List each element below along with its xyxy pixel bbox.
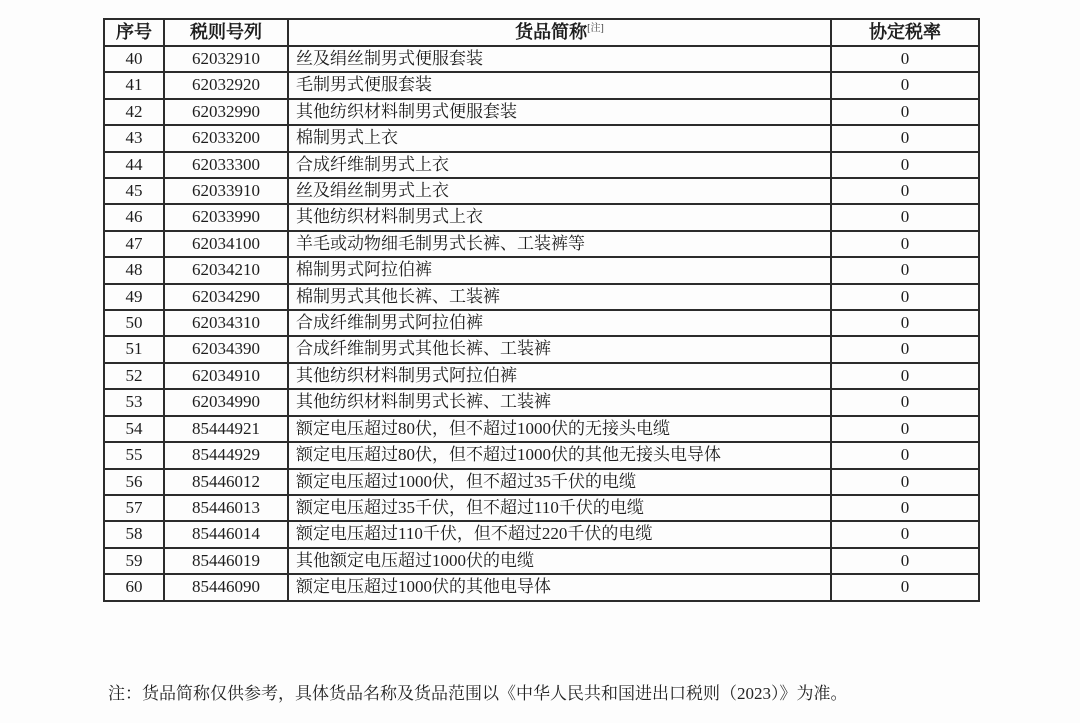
- table-row: [104, 521, 979, 547]
- table-row: [104, 574, 979, 600]
- cell-tariff-code: 62033200: [164, 125, 288, 151]
- table-row: [104, 152, 979, 178]
- cell-serial: 55: [104, 442, 164, 468]
- table-row: [104, 548, 979, 574]
- table-row: [104, 46, 979, 72]
- cell-goods-name: 羊毛或动物细毛制男式长裤、工装裤等: [288, 231, 831, 257]
- cell-goods-name: 额定电压超过35千伏，但不超过110千伏的电缆: [288, 495, 831, 521]
- table-row: [104, 178, 979, 204]
- cell-goods-name: 合成纤维制男式上衣: [288, 152, 831, 178]
- cell-agreement-rate: 0: [831, 548, 979, 574]
- cell-tariff-code: 62032990: [164, 99, 288, 125]
- cell-serial: 54: [104, 416, 164, 442]
- cell-tariff-code: 85444929: [164, 442, 288, 468]
- cell-tariff-code: 85446012: [164, 469, 288, 495]
- cell-serial: 58: [104, 521, 164, 547]
- cell-goods-name: 合成纤维制男式阿拉伯裤: [288, 310, 831, 336]
- table-body: [104, 46, 979, 601]
- table-row: [104, 310, 979, 336]
- cell-goods-name: 额定电压超过1000伏的其他电导体: [288, 574, 831, 600]
- cell-serial: 53: [104, 389, 164, 415]
- cell-agreement-rate: 0: [831, 99, 979, 125]
- table-row: [104, 389, 979, 415]
- cell-serial: 56: [104, 469, 164, 495]
- table-row: [104, 416, 979, 442]
- cell-serial: 40: [104, 46, 164, 72]
- table-row: [104, 363, 979, 389]
- cell-agreement-rate: 0: [831, 574, 979, 600]
- cell-agreement-rate: 0: [831, 310, 979, 336]
- cell-goods-name: 额定电压超过110千伏，但不超过220千伏的电缆: [288, 521, 831, 547]
- cell-serial: 48: [104, 257, 164, 283]
- cell-tariff-code: 62034990: [164, 389, 288, 415]
- cell-serial: 51: [104, 336, 164, 362]
- cell-serial: 59: [104, 548, 164, 574]
- cell-goods-name: 其他纺织材料制男式阿拉伯裤: [288, 363, 831, 389]
- cell-agreement-rate: 0: [831, 363, 979, 389]
- header-agreement-rate: 协定税率: [831, 19, 979, 46]
- table-row: [104, 125, 979, 151]
- cell-tariff-code: 62034910: [164, 363, 288, 389]
- table-row: [104, 99, 979, 125]
- cell-tariff-code: 62033910: [164, 178, 288, 204]
- table-row: [104, 257, 979, 283]
- header-goods-name: [288, 19, 831, 46]
- cell-goods-name: 额定电压超过80伏，但不超过1000伏的无接头电缆: [288, 416, 831, 442]
- cell-tariff-code: 62033300: [164, 152, 288, 178]
- cell-serial: 57: [104, 495, 164, 521]
- cell-goods-name: 其他纺织材料制男式长裤、工装裤: [288, 389, 831, 415]
- header-serial: 序号: [104, 19, 164, 46]
- cell-serial: 45: [104, 178, 164, 204]
- tariff-table: [103, 18, 980, 602]
- cell-tariff-code: 85446013: [164, 495, 288, 521]
- cell-agreement-rate: 0: [831, 495, 979, 521]
- cell-agreement-rate: 0: [831, 231, 979, 257]
- cell-agreement-rate: 0: [831, 72, 979, 98]
- cell-tariff-code: 85446014: [164, 521, 288, 547]
- cell-goods-name: 额定电压超过1000伏，但不超过35千伏的电缆: [288, 469, 831, 495]
- cell-agreement-rate: 0: [831, 204, 979, 230]
- cell-serial: 41: [104, 72, 164, 98]
- cell-tariff-code: 85444921: [164, 416, 288, 442]
- cell-agreement-rate: 0: [831, 442, 979, 468]
- cell-goods-name: 棉制男式上衣: [288, 125, 831, 151]
- table-row: [104, 336, 979, 362]
- cell-goods-name: 丝及绢丝制男式上衣: [288, 178, 831, 204]
- cell-tariff-code: 62033990: [164, 204, 288, 230]
- table-row: [104, 469, 979, 495]
- cell-serial: 44: [104, 152, 164, 178]
- cell-tariff-code: 62032910: [164, 46, 288, 72]
- cell-agreement-rate: 0: [831, 178, 979, 204]
- cell-goods-name: 棉制男式阿拉伯裤: [288, 257, 831, 283]
- table-row: [104, 204, 979, 230]
- cell-serial: 52: [104, 363, 164, 389]
- cell-tariff-code: 62034310: [164, 310, 288, 336]
- cell-tariff-code: 62032920: [164, 72, 288, 98]
- cell-goods-name: 毛制男式便服套装: [288, 72, 831, 98]
- cell-agreement-rate: 0: [831, 152, 979, 178]
- table-row: [104, 231, 979, 257]
- cell-goods-name: 其他纺织材料制男式上衣: [288, 204, 831, 230]
- cell-agreement-rate: 0: [831, 46, 979, 72]
- table-row: [104, 495, 979, 521]
- cell-goods-name: 丝及绢丝制男式便服套装: [288, 46, 831, 72]
- cell-agreement-rate: 0: [831, 416, 979, 442]
- cell-agreement-rate: 0: [831, 257, 979, 283]
- table-row: [104, 284, 979, 310]
- header-row: [104, 19, 979, 46]
- cell-goods-name: 额定电压超过80伏，但不超过1000伏的其他无接头电导体: [288, 442, 831, 468]
- cell-serial: 43: [104, 125, 164, 151]
- header-goods-name-label: 货品简称: [515, 22, 588, 42]
- cell-tariff-code: 85446019: [164, 548, 288, 574]
- cell-serial: 46: [104, 204, 164, 230]
- header-note-superscript: [注]: [587, 23, 604, 34]
- cell-agreement-rate: 0: [831, 284, 979, 310]
- cell-agreement-rate: 0: [831, 389, 979, 415]
- cell-goods-name: 合成纤维制男式其他长裤、工装裤: [288, 336, 831, 362]
- cell-goods-name: 其他纺织材料制男式便服套装: [288, 99, 831, 125]
- cell-tariff-code: 85446090: [164, 574, 288, 600]
- cell-tariff-code: 62034210: [164, 257, 288, 283]
- footnote: 注：货品简称仅供参考，具体货品名称及货品范围以《中华人民共和国进出口税则（2023）》为准。: [108, 684, 848, 703]
- header-tariff-code: 税则号列: [164, 19, 288, 46]
- cell-agreement-rate: 0: [831, 336, 979, 362]
- cell-agreement-rate: 0: [831, 125, 979, 151]
- cell-serial: 50: [104, 310, 164, 336]
- cell-serial: 47: [104, 231, 164, 257]
- cell-tariff-code: 62034100: [164, 231, 288, 257]
- table-row: [104, 442, 979, 468]
- cell-tariff-code: 62034390: [164, 336, 288, 362]
- table-row: [104, 72, 979, 98]
- cell-agreement-rate: 0: [831, 521, 979, 547]
- cell-serial: 49: [104, 284, 164, 310]
- cell-goods-name: 棉制男式其他长裤、工装裤: [288, 284, 831, 310]
- cell-serial: 42: [104, 99, 164, 125]
- cell-goods-name: 其他额定电压超过1000伏的电缆: [288, 548, 831, 574]
- cell-serial: 60: [104, 574, 164, 600]
- cell-agreement-rate: 0: [831, 469, 979, 495]
- cell-tariff-code: 62034290: [164, 284, 288, 310]
